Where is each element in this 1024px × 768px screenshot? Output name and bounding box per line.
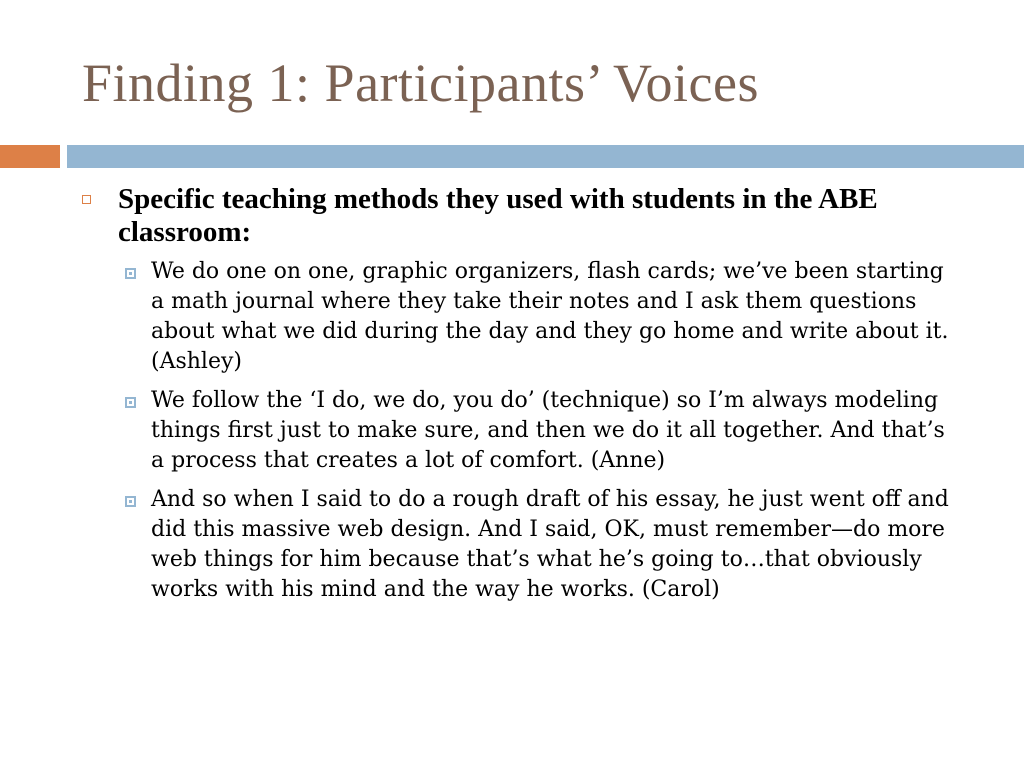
accent-band-orange <box>0 145 60 168</box>
bullet-text: Specific teaching methods they used with students in the ABE classroom: <box>118 183 878 248</box>
sub-bullet-list <box>82 257 982 605</box>
slide-title: Finding 1: Participants’ Voices <box>82 53 759 113</box>
slide-content <box>82 183 982 614</box>
square-filled-bullet-icon <box>125 268 136 279</box>
square-filled-bullet-icon <box>125 397 136 408</box>
sub-bullet-item <box>116 386 956 476</box>
square-outline-bullet-icon <box>82 195 91 204</box>
sub-bullet-text: And so when I said to do a rough draft of his essay, he just went off and did this massive web design. And I said, OK, must remember—do more web things for him because that’s what he’s going to…that obviously works with his mind and the way he works. (Carol) <box>151 487 949 602</box>
square-filled-bullet-icon <box>125 496 136 507</box>
sub-bullet-text: We follow the ‘I do, we do, you do’ (technique) so I’m always modeling things first just to make sure, and then we do it all together. And that’s a process that creates a lot of comfort. (Anne) <box>151 388 945 473</box>
bullet-item <box>82 183 978 249</box>
accent-band-blue <box>67 145 1024 168</box>
sub-bullet-item <box>116 485 956 605</box>
sub-bullet-text: We do one on one, graphic organizers, flash cards; we’ve been starting a math journal where they take their notes and I ask them questions about what we did during the day and they go home and write about it. (Ashley) <box>151 259 949 374</box>
sub-bullet-item <box>116 257 956 377</box>
